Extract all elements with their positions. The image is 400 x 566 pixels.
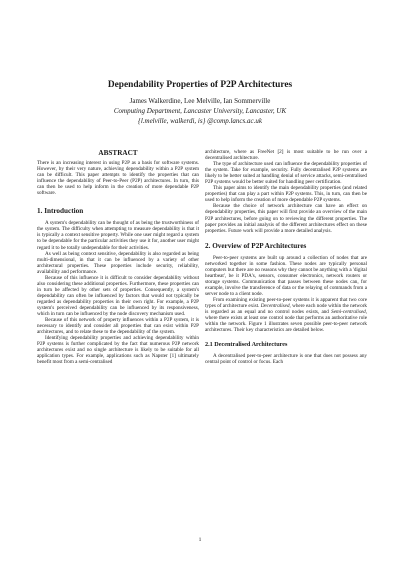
intro-continuation-3: This paper aims to identify the main dependability properties (and related properties) that can play a part within P2P systems. This, in turn, can then be used to help inform the creation of more dependable P2P systems. bbox=[205, 185, 367, 204]
section-heading-introduction: 1. Introduction bbox=[37, 207, 84, 216]
intro-paragraph-3: Because of this influence it is difficult to consider dependability without also considering these additional properties. Furthermore, these properties can in turn be affected by other sets of properties. Consequently, a system's dependability can often be influenced by factors that would not typically be regarded as dependability properties in their own right. For example, a P2P system's perceived dependability can be influenced by its responsiveness, which in turn can be influenced by the node discovery mechanism used. bbox=[37, 274, 199, 318]
page-number: 1 bbox=[198, 537, 202, 543]
overview-paragraph-1: Peer-to-peer systems are built up around a collection of nodes that are networked together in some fashion. These nodes are typically personal computers but there are no reasons why they cannot be anything with a 'digital heartbeat', be it PDA's, sensors, consumer electronics, network routers or storage systems. Communication that passes between these nodes can, for example, involve the transference of data or the relaying of commands from a server node to a client node. bbox=[205, 254, 367, 297]
right-column bbox=[205, 149, 367, 365]
overview-text: From examining existing peer-to-peer systems it is apparent that two core types of architecture exist. bbox=[205, 296, 367, 310]
intro-paragraph-4: Because of this network of property influences within a P2P system, it is necessary to identify and consider all properties that can exist within P2P architectures, and to relate these to the dependability of the system. bbox=[37, 317, 199, 336]
intro-continuation-2: The type of architecture used can influence the dependability properties of the system. Take for example, security. Fully decentralised P2P systems are likely to be better suited at handling denial of service attacks, semi-centralised P2P systems would be better suited for handling peer certification. bbox=[205, 161, 367, 186]
section-heading-overview: 2. Overview of P2P Architectures bbox=[205, 241, 307, 250]
author-block bbox=[20, 96, 380, 126]
intro-paragraph-5: Identifying dependability properties and achieving dependability within P2P systems is further complicated by the fact that numerous P2P network architectures exist and no single architecture is likely to be suitable for all application types. For example, applications such as Napster [1] ultimately benefit most from a semi-centralised bbox=[37, 335, 199, 366]
author-names: James Walkerdine, Lee Melville, Ian Sommerville bbox=[129, 97, 271, 105]
overview-text: , where there exists at least one control node that performs an authoritative role within the network. Figure 1 illustrates seven possible peer-to-peer network architectures. Their key characteristics are detailed below. bbox=[205, 309, 367, 334]
intro-paragraph-2: As well as being context sensitive, dependability is also regarded as being multi-dimensional, in that it can be influenced by a variety of other architectural properties. These properties include security, reliability, availability and performance. bbox=[37, 250, 199, 275]
subsection-heading-decentralised: 2.1 Decentralised Architectures bbox=[205, 341, 288, 349]
term-decentralised: Decentralised bbox=[260, 303, 290, 310]
overview-text: , where each node within the network is regarded as an equal and no control nodes exists, and bbox=[205, 303, 367, 316]
left-column bbox=[37, 150, 199, 365]
overview-paragraph-2 bbox=[205, 297, 367, 333]
term-semi-centralised: Semi-centralised bbox=[331, 309, 366, 316]
paper-title: Dependability Properties of P2P Architectures bbox=[107, 80, 293, 90]
abstract-text: There is an increasing interest in using P2P as a basis for software systems. However, by their very nature, achieving dependability within a P2P system can be difficult. This paper attempts to identify the properties that can influence the dependability of Peer-to-Peer (P2P) architectures. In turn, this can then be used to help inform in the creation of more dependable P2P software. bbox=[37, 160, 199, 197]
abstract-heading: ABSTRACT bbox=[98, 149, 138, 157]
author-emails: {l.melville, walkerdi, is} @comp.lancs.ac.uk bbox=[138, 117, 262, 125]
decentralised-paragraph-1: A decentralised peer-to-peer architecture is one that does not possess any central point of control or focus. Each bbox=[205, 353, 367, 366]
intro-paragraph-1: A system's dependability can be thought of as being the trustworthiness of the system. The difficulty when attempting to measure dependability is that it is typically a context sensitive property. While one user might regard a system to be dependable for the particular activities they use it for, another user might regard it to be totally undependable for their activities. bbox=[37, 220, 199, 251]
author-affiliation: Computing Department, Lancaster University, Lancaster, UK bbox=[113, 107, 287, 115]
intro-continuation-4: Because the choice of network architecture can have an effect on dependability properties, this paper will first provide an overview of the main P2P architectures, before going on to reviewing the different properties. The paper provides an initial analysis of the different architectures effect on these properties. Future work will provide a more detailed analysis. bbox=[205, 203, 367, 234]
intro-continuation-1: architecture, where as FreeNet [2] is most suitable to be run over a decentralised architecture. bbox=[205, 149, 367, 162]
